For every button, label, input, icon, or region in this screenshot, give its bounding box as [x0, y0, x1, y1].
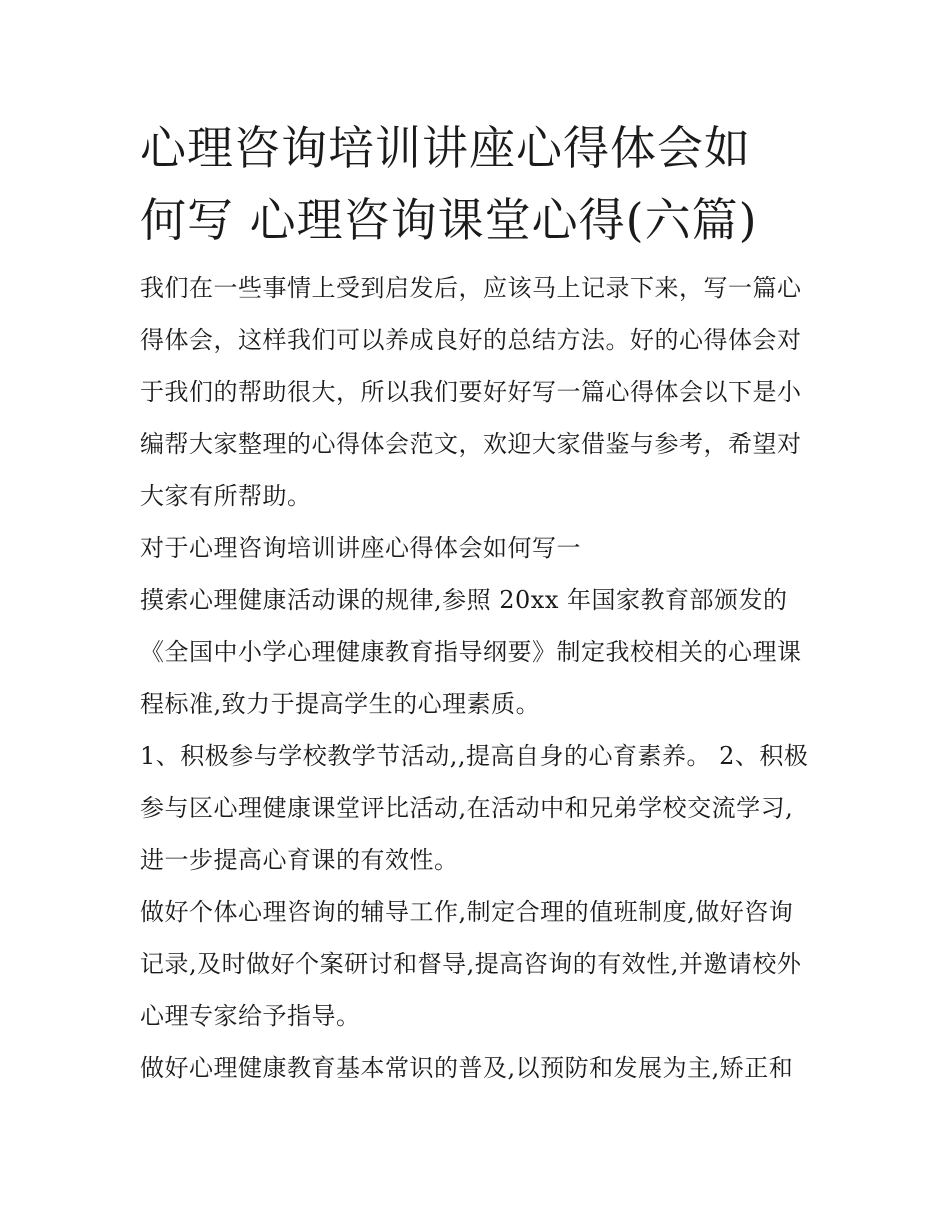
- text-line: 大家有所帮助。: [140, 482, 312, 510]
- body-paragraph: [140, 574, 820, 730]
- body-paragraph: [140, 886, 820, 1042]
- text-line: 于我们的帮助很大，所以我们要好好写一篇心得体会以下是小: [140, 378, 802, 406]
- text-line: 程标准,致力于提高学生的心理素质。: [140, 690, 541, 718]
- text-line: 1、积极参与学校教学节活动,,提高自身的心育素养。 2、积极: [140, 742, 809, 770]
- text-line: 对于心理咨询培训讲座心得体会如何写一: [140, 534, 581, 562]
- text-line: 《全国中小学心理健康教育指导纲要》制定我校相关的心理课: [140, 638, 802, 666]
- intro-paragraph: [140, 262, 820, 522]
- text-line: 记录,及时做好个案研讨和督导,提高咨询的有效性,并邀请校外: [140, 950, 802, 978]
- text-line: 做好个体心理咨询的辅导工作,制定合理的值班制度,做好咨询: [140, 898, 794, 926]
- section-heading: [140, 522, 820, 574]
- text-line: 做好心理健康教育基本常识的普及,以预防和发展为主,矫正和: [140, 1054, 794, 1082]
- text-line: 得体会，这样我们可以养成良好的总结方法。好的心得体会对: [140, 326, 802, 354]
- text-line: 编帮大家整理的心得体会范文，欢迎大家借鉴与参考，希望对: [140, 430, 802, 458]
- text-line: 我们在一些事情上受到启发后，应该马上记录下来，写一篇心: [140, 274, 802, 302]
- document-body: [140, 112, 820, 1094]
- document-title: [140, 112, 820, 256]
- text-line: 摸索心理健康活动课的规律,参照 20xx 年国家教育部颁发的: [140, 586, 788, 614]
- body-paragraph: [140, 1042, 820, 1094]
- title-line: 心理咨询培训讲座心得体会如: [140, 121, 751, 175]
- body-paragraph: [140, 730, 820, 886]
- text-line: 进一步提高心育课的有效性。: [140, 846, 459, 874]
- text-line: 心理专家给予指导。: [140, 1002, 361, 1030]
- text-line: 参与区心理健康课堂评比活动,在活动中和兄弟学校交流学习,: [140, 794, 794, 822]
- title-line: 何写 心理咨询课堂心得(六篇): [140, 193, 758, 247]
